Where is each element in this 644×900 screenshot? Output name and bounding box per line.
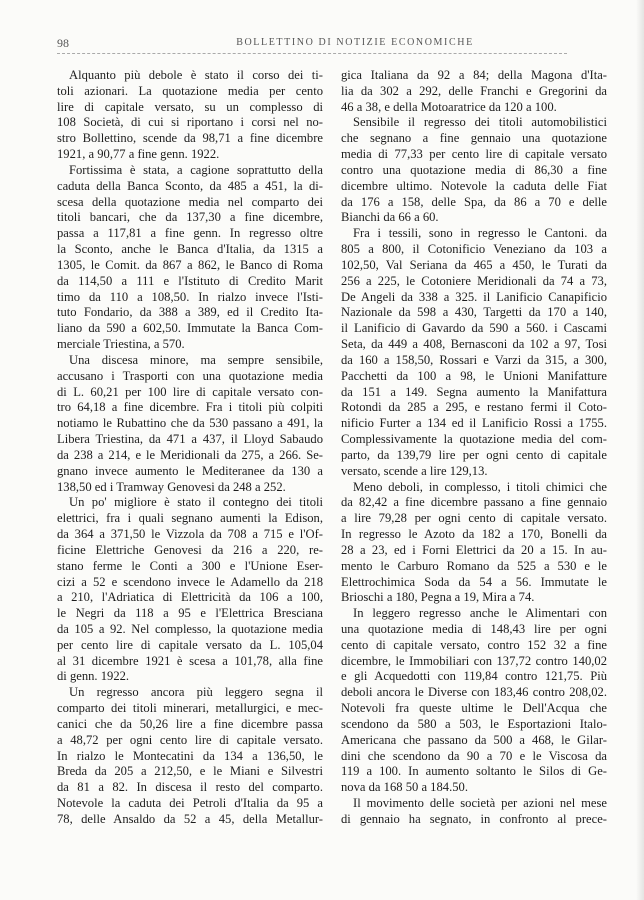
text-line: comparto dei titoli minerari, metallurgici, e mec- — [57, 701, 323, 716]
text-line: di gennaio ha segnato, in confronto al prece- — [341, 811, 607, 826]
text-line: a 210, l'Adriatica di Elettricità da 106 a 100, — [57, 590, 323, 605]
running-title: BOLLETTINO DI NOTIZIE ECONOMICHE — [236, 37, 474, 48]
text-line: mento le Carburo Romano da 525 a 530 e le — [341, 558, 607, 573]
paragraph — [57, 163, 323, 353]
text-line: che segnano a fine gennaio una quotazione — [341, 131, 607, 146]
text-line: dicembre ultimo. Notevole la caduta delle Fiat — [341, 178, 607, 193]
text-line: da 114,50 a 111 e l'Istituto di Credito Marit — [57, 273, 323, 288]
text-line: Una discesa minore, ma sempre sensibile, — [69, 352, 323, 367]
text-line: 256 a 225, le Cotoniere Meridionali da 74 a 73, — [341, 273, 607, 288]
text-line: 108 Società, di cui si riportano i corsi nel no- — [57, 115, 323, 130]
text-line: Americana che passano da 500 a 468, le Gilar- — [341, 732, 607, 747]
text-line: dicembre, le Immobiliari con 137,72 contro 140,02 — [341, 653, 607, 668]
text-line: da 176 a 158, delle Spa, da 86 a 70 e delle — [341, 194, 607, 209]
paragraph — [341, 480, 607, 607]
text-line: 138,50 ed i Tramway Genovesi da 248 a 252. — [57, 479, 286, 494]
text-line: elettrici, fra i quali segnano aumenti la Edison, — [57, 511, 323, 526]
text-line: Notevoli fra queste ultime le Dell'Acqua che — [341, 701, 607, 716]
text-line: stro Bollettino, scende da 98,71 a fine dicembre — [57, 131, 323, 146]
text-line: notiamo le Rubattino che da 530 passano a 491, la — [57, 416, 323, 431]
text-line: Un regresso ancora più leggero segna il — [69, 685, 323, 700]
text-line: da 160 a 158,50, Rossari e Varzi da 315, a 300, — [341, 352, 607, 367]
text-line: merciale Triestina, a 570. — [57, 337, 185, 352]
paragraph — [341, 606, 607, 796]
paragraph — [57, 685, 323, 827]
text-line: cizi a 52 e scendono invece le Adamello da 218 — [57, 574, 323, 589]
text-line: timo da 110 a 108,50. In rialzo invece l'Isti- — [57, 289, 323, 304]
text-line: In leggero regresso anche le Alimentari con — [353, 606, 607, 621]
paragraph — [57, 495, 323, 685]
text-line: 1921, a 90,77 a fine genn. 1922. — [57, 147, 220, 162]
text-line: tro 64,18 a fine dicembre. Fra i titoli più colpiti — [57, 400, 323, 415]
page-edge-shadow — [636, 0, 644, 900]
left-column — [57, 68, 323, 828]
text-line: In regresso le Azoto da 182 a 170, Bonelli da — [341, 527, 607, 542]
text-line: le Negri da 118 a 95 e l'Elettrica Bresciana — [57, 606, 323, 621]
text-line: il Lanificio di Gavardo da 590 a 560. i Cascami — [341, 321, 607, 336]
text-line: Elettrochimica Soda da 54 a 56. Immutate le — [341, 574, 607, 589]
text-line: scesa della quotazione media nel comparto dei — [57, 194, 323, 209]
text-line: Meno deboli, in complesso, i titoli chimici che — [353, 479, 607, 494]
text-line: Un po' migliore è stato il contegno dei titoli — [69, 495, 323, 510]
text-line: da 364 a 371,50 le Vizzola da 708 a 715 e l'Of- — [57, 527, 323, 542]
text-line: caduta della Banca Sconto, da 485 a 451, la di- — [57, 178, 323, 193]
text-line: da 82,42 a fine dicembre passano a fine gennaio — [341, 495, 607, 510]
text-line: Fortissima è stata, a cagione soprattutto della — [69, 162, 323, 177]
text-line: da 81 a 82. In discesa il resto del comparto. — [57, 780, 323, 795]
text-line: per cento lire di capitale versato da L. 105,04 — [57, 637, 323, 652]
header-rule — [57, 53, 567, 54]
text-line: la Sconto, anche le Banca d'Italia, da 1315 a — [57, 242, 323, 257]
text-line: accusano i Trasporti con una quotazione media — [57, 368, 323, 383]
text-line: stano ferme le Conti a 300 e l'Unione Eser- — [57, 558, 323, 573]
text-line: parto, da 139,79 lire per ogni cento di capitale — [341, 447, 607, 462]
text-line: Il movimento delle società per azioni nel mese — [353, 796, 607, 811]
text-line: Pacchetti da 100 a 98, le Unioni Manifatture — [341, 368, 607, 383]
text-line: lia da 302 a 292, delle Franchi e Gregorini da — [341, 83, 607, 98]
text-line: liano da 590 a 602,50. Immutate la Banca Com- — [57, 321, 323, 336]
paragraph — [57, 353, 323, 495]
text-line: e gli Acquedotti con 119,84 contro 121,75. Più — [341, 669, 607, 684]
text-line: media di 77,33 per cento lire di capitale versato — [341, 147, 607, 162]
text-line: nova da 168 50 a 184.50. — [341, 780, 468, 795]
text-line: di genn. 1922. — [57, 669, 130, 684]
text-line: 1305, le Comit. da 867 a 862, le Banco di Roma — [57, 257, 323, 272]
text-line: versato, scende a lire 129,13. — [341, 463, 488, 478]
text-line: 78, delle Ansaldo da 52 a 45, della Metallur- — [57, 811, 323, 826]
text-line: Complessivamente la quotazione media del com- — [341, 432, 607, 447]
text-line: gnano invece aumento le Mediteranee da 130 a — [57, 463, 323, 478]
text-line: scendono da 580 a 503, le Esportazioni Italo- — [341, 716, 607, 731]
text-line: contro una quotazione media di 86,30 a fine — [341, 162, 607, 177]
text-line: Nazionale da 598 a 430, Targetti da 170 a 140, — [341, 305, 607, 320]
text-line: Sensibile il regresso dei titoli automobilistici — [353, 115, 607, 130]
text-line: Fra i tessili, sono in regresso le Cantoni. da — [353, 226, 607, 241]
text-line: passa a 117,81 a fine genn. In regresso oltre — [57, 226, 323, 241]
text-line: gica Italiana da 92 a 84; della Magona d'Ita- — [341, 68, 607, 82]
text-line: da 151 a 149. Segna aumento la Manifattura — [341, 384, 607, 399]
text-line: una quotazione media di 148,43 lire per ogni — [341, 621, 607, 636]
text-line: al 31 dicembre 1921 è scesa a 101,78, alla fine — [57, 653, 323, 668]
paragraph — [57, 68, 323, 163]
text-line: Bianchi da 66 a 60. — [341, 210, 439, 225]
text-line: tuto Fondario, da 388 a 389, ed il Credito Ita- — [57, 305, 323, 320]
text-line: Alquanto più debole è stato il corso dei ti- — [69, 68, 323, 82]
text-line: nificio Furter a 134 ed il Lanificio Rossi a 1755. — [341, 416, 607, 431]
text-line: De Angeli da 338 a 325. il Lanificio Canapificio — [341, 289, 607, 304]
text-line: 46 a 38, e della Motoaratrice da 120 a 100. — [341, 99, 557, 114]
text-line: cento di capitale versato, contro 152 32 a fine — [341, 637, 607, 652]
text-line: toli azionari. La quotazione media per cento — [57, 83, 323, 98]
paragraph — [341, 115, 607, 226]
paragraph — [341, 68, 607, 115]
text-line: ficine Elettriche Genovesi da 216 a 220, re- — [57, 542, 323, 557]
text-line: da 238 a 214, e le Meridionali da 275, a 266. Se- — [57, 447, 323, 462]
text-line: Brioschi a 180, Pegna a 19, Mira a 74. — [341, 590, 535, 605]
text-line: dini che scendono da 90 a 70 e le Viscosa da — [341, 748, 607, 763]
text-line: deboli ancora le Diverse con 183,46 contro 208,02. — [341, 685, 607, 700]
text-line: Libera Triestina, da 471 a 437, il Lloyd Sabaudo — [57, 432, 323, 447]
text-line: a lire 79,28 per ogni cento di capitale versato. — [341, 511, 607, 526]
text-line: Breda da 205 a 212,50, e le Miani e Silvestri — [57, 764, 323, 779]
text-line: Seta, da 449 a 408, Bernasconi da 102 a 97, Tosi — [341, 337, 607, 352]
text-line: a 48,72 per ogni cento lire di capitale versato. — [57, 732, 323, 747]
text-line: di L. 60,21 per 100 lire di capitale versato con- — [57, 384, 323, 399]
paragraph — [341, 226, 607, 479]
text-line: Notevole la caduta dei Petroli d'Italia da 95 a — [57, 796, 323, 811]
text-line: 119 a 100. In aumento soltanto le Silos di Ge- — [341, 764, 607, 779]
text-line: titoli bancari, che da 137,30 a fine dicembre, — [57, 210, 323, 225]
page-number: 98 — [57, 36, 69, 50]
text-line: 102,50, Val Seriana da 465 a 450, le Turati da — [341, 257, 607, 272]
text-line: canici che da 50,26 lire a fine dicembre passa — [57, 716, 323, 731]
text-line: 805 a 800, il Cotonificio Veneziano da 103 a — [341, 242, 607, 257]
text-line: In rialzo le Montecatini da 134 a 136,50, le — [57, 748, 323, 763]
text-line: 28 a 23, ed i Forni Elettrici da 20 a 15. In au- — [341, 542, 607, 557]
text-line: Rotondi da 285 a 295, e restano fermi il Coto- — [341, 400, 607, 415]
right-column — [341, 68, 607, 828]
paragraph — [341, 796, 607, 828]
text-line: lire di capitale versato, su un complesso di — [57, 99, 323, 114]
text-line: da 105 a 92. Nel complesso, la quotazione media — [57, 621, 323, 636]
